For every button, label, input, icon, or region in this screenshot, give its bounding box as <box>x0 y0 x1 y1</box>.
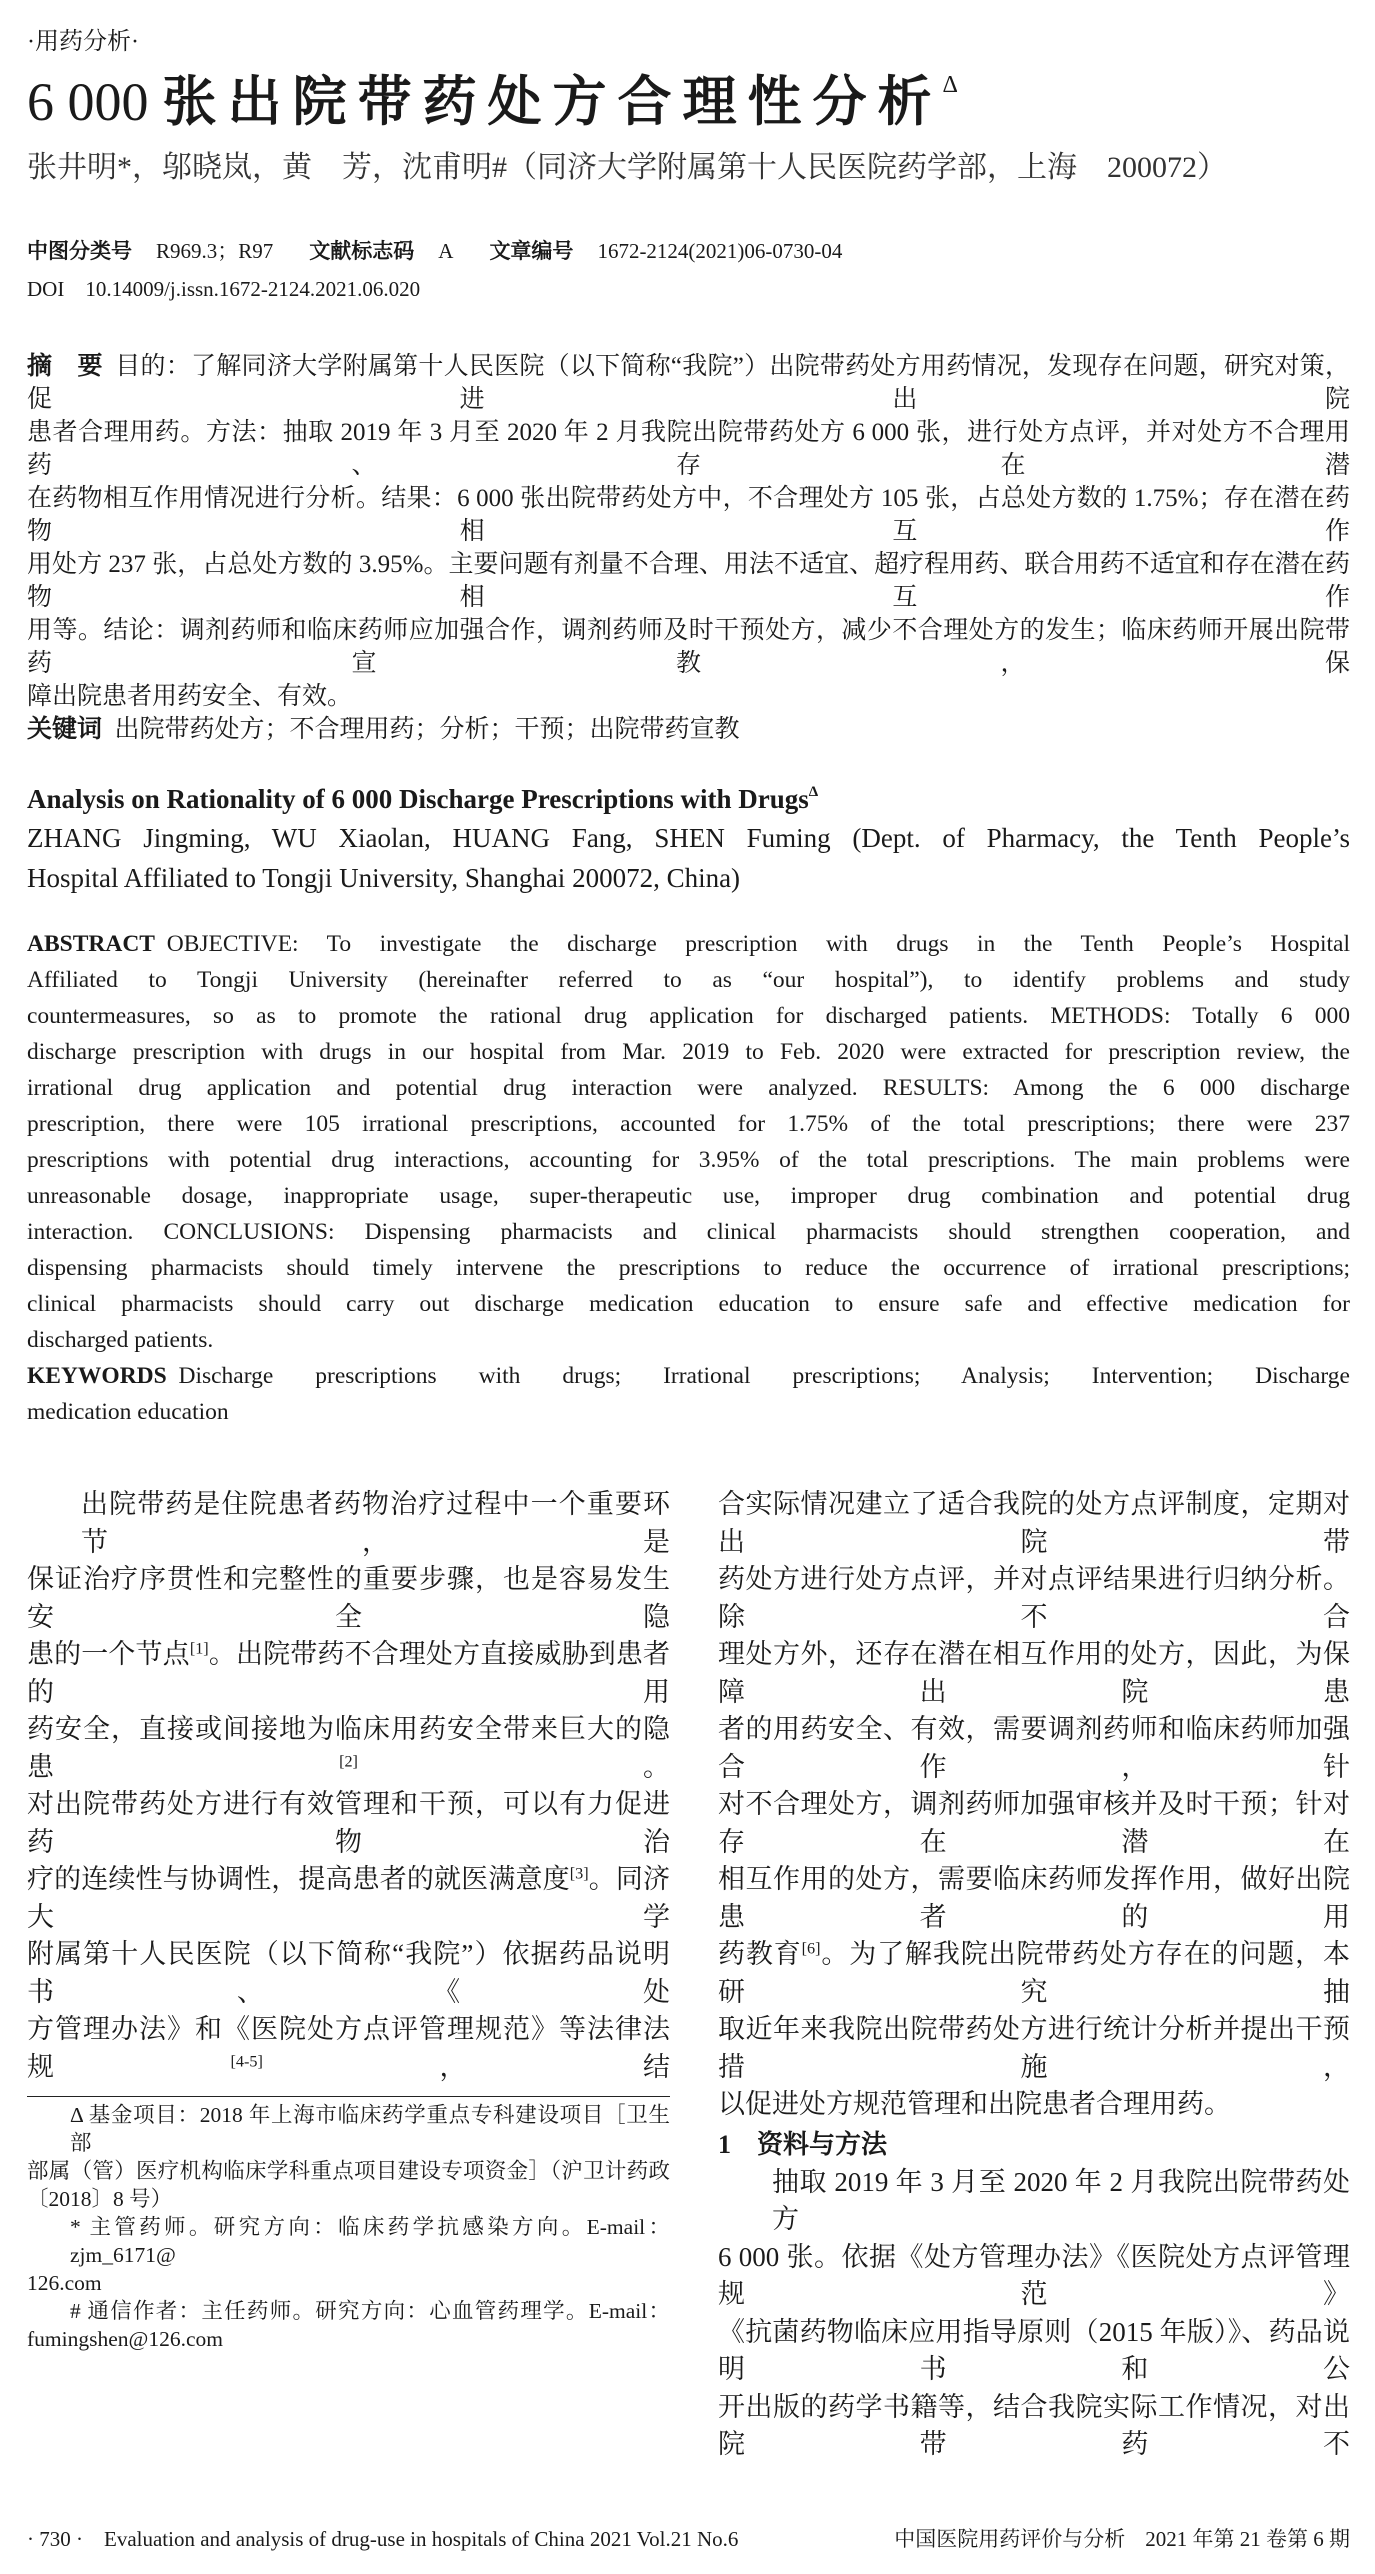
text-line <box>27 350 1350 416</box>
title-text: 张出院带药处方合理性分析 <box>162 72 943 132</box>
doc-code-label: 文献标志码 <box>309 239 415 263</box>
text-line: 用等。结论：调剂药师和临床药师应加强合作，调剂药师及时干预处方，减少不合理处方的发生；临床药师开展出院带药宣教，保 <box>27 617 1350 677</box>
body-left-column <box>27 1486 670 2086</box>
footer-right <box>894 2524 1350 2554</box>
text-line: prescriptions with potential drug interactions, accounting for 3.95% of the total prescriptions. The main problems were <box>27 1147 1350 1173</box>
text-line: prescription, there were 105 irrational prescriptions, accounted for 1.75% of the total prescriptions; there were 237 <box>27 1111 1350 1137</box>
authors-zh: 张井明*，邬晓岚，黄 芳，沈甫明#（同济大学附属第十人民医院药学部，上海 200072） <box>27 151 1227 184</box>
section-title: 资料与方法 <box>757 2129 888 2159</box>
footnotes <box>27 2101 670 2353</box>
text-line: countermeasures, so as to promote the rational drug application for discharged patients. METHODS: Totally 6 000 <box>27 1003 1350 1029</box>
text-line: 者的用药安全、有效，需要调剂药师和临床药师加强合作，针 <box>718 1714 1350 1782</box>
abstract-en <box>27 926 1350 1430</box>
text-line: 《抗菌药物临床应用指导原则（2015 年版）》、药品说明书和公 <box>718 2316 1350 2384</box>
text-line: 以促进处方规范管理和出院患者合理用药。 <box>718 2089 1231 2119</box>
section-label: ABSTRACT <box>27 931 155 957</box>
text-line: 药处方进行处方点评，并对点评结果进行归纳分析。除不合 <box>718 1564 1350 1632</box>
text-line: 对不合理处方，调剂药师加强审核并及时干预；针对存在潜在 <box>718 1789 1350 1857</box>
section-label: KEYWORDS <box>27 1363 167 1389</box>
text-segment: 。为了解我院出院带药处方存在的问题，本研究抽 <box>718 1939 1351 2007</box>
fund-mark: Δ <box>942 72 958 98</box>
text-line: fumingshen@126.com <box>27 2327 223 2351</box>
text-line: 抽取 2019 年 3 月至 2020 年 2 月我院出院带药处方 <box>772 2166 1350 2234</box>
section-body <box>718 2164 1350 2464</box>
classification-line <box>27 236 1350 266</box>
section-number: 1 <box>718 2129 731 2159</box>
text-segment: 目的：了解同济大学附属第十人民医院（以下简称“我院”）出院带药处方用药情况，发现存在问题，研究对策，促进出院 <box>27 353 1350 413</box>
text-line: Affiliated to Tongji University (hereinafter referred to as “our hospital”), to identify problems and study <box>27 967 1350 993</box>
section-label: 关键词 <box>27 716 103 743</box>
text-line: discharge prescription with drugs in our hospital from Mar. 2019 to Feb. 2020 were extracted for prescription review, the <box>27 1039 1350 1065</box>
footer-issue: 2021 年第 21 卷第 6 期 <box>1145 2526 1350 2551</box>
english-title <box>27 780 1350 818</box>
right-column <box>718 1486 1350 2464</box>
text-line: 合实际情况建立了适合我院的处方点评制度，定期对出院带 <box>718 1489 1350 1557</box>
text-segment: Discharge prescriptions with drugs; Irrational prescriptions; Analysis; Intervention; Discharge <box>178 1363 1350 1389</box>
text-line: 用处方 237 张，占总处方数的 3.95%。主要问题有剂量不合理、用法不适宜、超疗程用药、联合用药不适宜和存在潜在药物相互作 <box>27 551 1350 611</box>
english-fund-mark: Δ <box>808 784 819 800</box>
citation-ref: [2] <box>339 1751 358 1770</box>
text-line: 126.com <box>27 2271 102 2295</box>
left-column <box>27 1486 670 2353</box>
doc-code-value: A <box>438 239 454 263</box>
text-line <box>27 1358 1350 1394</box>
footer-journal: 中国医院用药评价与分析 <box>894 2526 1126 2551</box>
page-footer <box>27 2524 1350 2554</box>
footer-left: · 730 · Evaluation and analysis of drug-use in hospitals of China 2021 Vol.21 No.6 <box>27 2526 739 2551</box>
text-line: ZHANG Jingming, WU Xiaolan, HUANG Fang, SHEN Fuming (Dept. of Pharmacy, the Tenth People’s <box>27 823 1350 853</box>
article-id-label: 文章编号 <box>489 239 574 263</box>
text-line <box>718 1936 1350 2011</box>
text-line: Hospital Affiliated to Tongji University, Shanghai 200072, China) <box>27 863 741 893</box>
text-line <box>27 1711 670 1786</box>
section-label: 摘 要 <box>27 353 103 380</box>
clc-value: R969.3；R97 <box>156 239 274 263</box>
text-line: 开出版的药学书籍等，结合我院实际工作情况，对出院带药不 <box>718 2391 1350 2459</box>
section-tag: ·用药分析· <box>27 29 139 55</box>
text-line <box>27 713 1350 746</box>
text-segment: 患的一个节点 <box>27 1639 190 1669</box>
title-number: 6 000 <box>27 72 149 132</box>
text-line: 〔2018〕8 号） <box>27 2187 173 2211</box>
text-line: dispensing pharmacists should timely intervene the prescriptions to reduce the occurrence of irrational prescriptions; <box>27 1255 1350 1281</box>
citation-ref: [6] <box>801 1939 821 1958</box>
text-line <box>27 1861 670 1936</box>
body-right-column <box>718 1486 1350 2124</box>
text-line: 取近年来我院出院带药处方进行统计分析并提出干预措施， <box>718 2014 1350 2082</box>
text-line: clinical pharmacists should carry out discharge medication education to ensure safe and effective medication for <box>27 1291 1350 1317</box>
text-segment: 药教育 <box>718 1939 802 1969</box>
text-line: 保证治疗序贯性和完整性的重要步骤，也是容易发生安全隐 <box>27 1564 670 1632</box>
text-line <box>27 2011 670 2086</box>
text-line: 相互作用的处方，需要临床药师发挥作用，做好出院患者的用 <box>718 1864 1350 1932</box>
section-heading <box>718 2126 1350 2164</box>
text-line: 障出院患者用药安全、有效。 <box>27 683 353 710</box>
text-segment: 。 <box>357 1751 670 1782</box>
text-line: interaction. CONCLUSIONS: Dispensing pharmacists and clinical pharmacists should strengthen cooperation, and <box>27 1219 1350 1245</box>
text-line: irrational drug application and potential drug interaction were analyzed. RESULTS: Among the 6 000 discharge <box>27 1075 1350 1101</box>
text-line: 患者合理用药。方法：抽取 2019 年 3 月至 2020 年 2 月我院出院带药处方 6 000 张，进行处方点评，并对处方不合理用药、存在潜 <box>27 419 1350 479</box>
text-segment: 方管理办法》和《医院处方点评管理规范》等法律法规 <box>27 2014 670 2082</box>
article-id-value: 1672-2124(2021)06-0730-04 <box>597 239 843 263</box>
citation-ref: [3] <box>569 1864 589 1883</box>
text-line: 附属第十人民医院（以下简称“我院”）依据药品说明书、《处 <box>27 1939 670 2007</box>
english-title-text: Analysis on Rationality of 6 000 Discharge Prescriptions with Drugs <box>27 784 809 814</box>
text-line <box>27 926 1350 962</box>
doi: DOI 10.14009/j.issn.1672-2124.2021.06.020 <box>27 277 421 301</box>
text-segment: 出院带药处方；不合理用药；分析；干预；出院带药宣教 <box>114 716 740 743</box>
text-line: medication education <box>27 1399 229 1425</box>
text-line: 理处方外，还存在潜在相互作用的处方，因此，为保障出院患 <box>718 1639 1350 1707</box>
article-title <box>27 68 1350 136</box>
body-columns <box>27 1486 1350 2464</box>
citation-ref: [4-5] <box>230 2051 263 2070</box>
text-line: 6 000 张。依据《处方管理办法》《医院处方点评管理规范》 <box>718 2241 1350 2309</box>
text-segment: 疗的连续性与协调性，提高患者的就医满意度 <box>27 1864 570 1894</box>
text-line: # 通信作者：主任药师。研究方向：心血管药理学。E-mail： <box>70 2299 670 2323</box>
text-line: * 主管药师。研究方向：临床药学抗感染方向。E-mail：zjm_6171@ <box>70 2215 670 2267</box>
text-segment: 。出院带药不合理处方直接威胁到患者的用 <box>27 1639 671 1707</box>
text-segment: 药安全，直接或间接地为临床用药安全带来巨大的隐患 <box>27 1714 670 1782</box>
text-line: 出院带药是住院患者药物治疗过程中一个重要环节，是 <box>81 1489 670 1557</box>
text-line: discharged patients. <box>27 1327 214 1353</box>
text-line <box>27 1636 670 1711</box>
text-line: 对出院带药处方进行有效管理和干预，可以有力促进药物治 <box>27 1789 670 1857</box>
citation-ref: [1] <box>189 1639 209 1658</box>
footnote-divider <box>27 2096 670 2097</box>
text-line: unreasonable dosage, inappropriate usage, super-therapeutic use, improper drug combination and potential drug <box>27 1183 1350 1209</box>
text-segment: ，结 <box>262 2051 670 2082</box>
text-line: 在药物相互作用情况进行分析。结果：6 000 张出院带药处方中，不合理处方 105 张，占总处方数的 1.75%；存在潜在药物相互作 <box>27 485 1350 545</box>
clc-label: 中图分类号 <box>27 239 132 263</box>
abstract-zh <box>27 350 1350 746</box>
text-segment: OBJECTIVE: To investigate the discharge prescription with drugs in the Tenth People’s Hospital <box>166 931 1350 957</box>
text-segment: 。同济大学 <box>27 1864 671 1932</box>
text-line: Δ 基金项目：2018 年上海市临床药学重点专科建设项目［卫生部 <box>70 2103 670 2155</box>
authors-en <box>27 818 1350 898</box>
text-line: 部属（管）医疗机构临床学科重点项目建设专项资金］（沪卫计药政 <box>27 2159 670 2183</box>
